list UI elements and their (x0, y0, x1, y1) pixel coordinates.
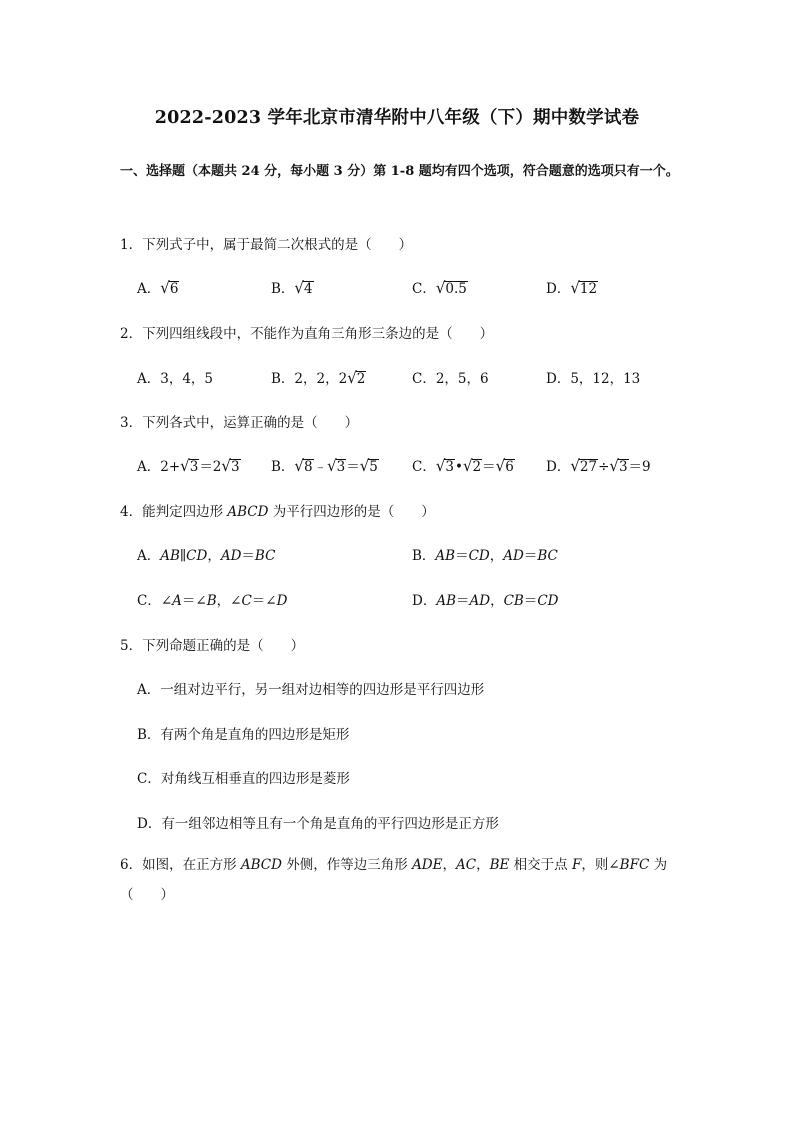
q3-d-div: ÷ (598, 459, 610, 475)
q4-d-s1: ＝ (456, 593, 470, 609)
q2-option-c[interactable]: C．2，5，6 (412, 371, 489, 387)
q2-option-d[interactable]: D．5，12，13 (546, 371, 641, 387)
question-3-stem: 3．下列各式中，运算正确的是（ ） (120, 415, 359, 431)
q3-b-minus: ﹣ (313, 459, 328, 475)
q4-a-t1: AB (160, 548, 180, 564)
q3-c-sqrt2: √2 (462, 456, 482, 476)
q4-a-label: A． (137, 548, 161, 564)
q1-d-sqrt: √12 (570, 278, 598, 298)
q3-c-prefix: C． (412, 459, 436, 475)
q4-d-s2: ， (490, 593, 504, 609)
question-2-stem: 2．下列四组线段中，不能作为直角三角形三条边的是（ ） (120, 326, 494, 342)
q6-v1: ABCD (240, 857, 282, 873)
q4-b-s3: ＝ (523, 548, 538, 564)
q2-option-b[interactable] (271, 367, 366, 387)
q1-b-sqrt: √4 (294, 278, 313, 298)
question-5-stem: 5．下列命题正确的是（ ） (120, 638, 305, 654)
q1-a-label: A． (137, 281, 161, 297)
q5-option-c[interactable]: C．对角线互相垂直的四边形是菱形 (137, 771, 350, 787)
question-1-stem: 1．下列式子中，属于最简二次根式的是（ ） (120, 237, 413, 253)
q3-a-prefix: A．2+ (137, 459, 181, 475)
q6-p7: 为（ ） (120, 857, 668, 903)
q5-option-d[interactable]: D．有一组邻边相等且有一个角是直角的平行四边形是正方形 (137, 816, 499, 832)
q4-b-label: B． (412, 548, 436, 564)
q4-a-s3: ＝ (241, 548, 255, 564)
q2-b-prefix: B．2，2，2 (271, 371, 348, 387)
q4-option-b[interactable] (412, 544, 558, 564)
q4-a-t2: CD (186, 548, 208, 564)
q4-c-t2: ∠B (195, 593, 217, 609)
q5-option-b[interactable]: B．有两个角是直角的四边形是矩形 (137, 727, 350, 743)
question-6-stem (120, 850, 680, 910)
q4-b-t3: AD (503, 548, 524, 564)
q4-stem-var: ABCD (227, 504, 269, 520)
q4-c-t3: ∠C (230, 593, 252, 609)
q4-d-t2: AD (469, 593, 491, 609)
q4-option-d[interactable] (412, 589, 558, 609)
q4-option-a[interactable] (137, 544, 275, 564)
q4-d-t3: CB (503, 593, 524, 609)
q6-p5: 相交于点 (509, 857, 572, 873)
q3-b-prefix: B． (271, 459, 295, 475)
q3-b-sqrt3: √5 (359, 456, 378, 476)
q6-p4: ， (476, 857, 490, 873)
q1-c-label: C． (412, 281, 436, 297)
section-heading: 一、选择题（本题共 24 分，每小题 3 分）第 1-8 题均有四个选项，符合题意的选项只有一个。 (120, 164, 679, 179)
q4-b-t2: CD (468, 548, 490, 564)
q4-c-label: C． (137, 593, 161, 609)
q4-c-t1: ∠A (160, 593, 182, 609)
q2-option-a[interactable]: A．3，4，5 (137, 371, 214, 387)
q3-d-sqrt1: √27 (570, 456, 598, 476)
page-title: 2022-2023 学年北京市清华附中八年级（下）期中数学试卷 (154, 108, 640, 128)
q4-a-s1: ∥ (179, 548, 187, 564)
q3-option-a[interactable] (137, 455, 241, 475)
q4-stem-prefix: 4．能判定四边形 (120, 504, 228, 520)
q6-p6: ，则 (581, 857, 609, 873)
q6-v3: AC (456, 857, 477, 873)
q3-a-mid: ＝2 (199, 459, 222, 475)
q4-stem-suffix: 为平行四边形的是（ ） (268, 504, 435, 520)
q3-b-sqrt2: √3 (327, 456, 346, 476)
q4-c-t4: ∠D (265, 593, 288, 609)
q4-a-s2: ， (207, 548, 221, 564)
q4-d-t4: CD (537, 593, 559, 609)
q1-option-b[interactable] (271, 277, 314, 297)
q1-option-a[interactable] (137, 277, 179, 297)
q3-c-eq: ＝ (482, 459, 496, 475)
q6-p2: 外侧，作等边三角形 (281, 857, 413, 873)
question-4-stem (120, 500, 435, 520)
q3-d-prefix: D． (546, 459, 571, 475)
q6-v2: ADE (412, 857, 443, 873)
q3-d-eq: ＝9 (628, 459, 651, 475)
q3-option-d[interactable] (546, 455, 651, 475)
q3-d-sqrt2: √3 (609, 456, 628, 476)
q3-b-eq: ＝ (346, 459, 360, 475)
q1-a-sqrt: √6 (160, 278, 179, 298)
q4-b-s2: ， (489, 548, 504, 564)
q6-v5: F (571, 857, 582, 873)
q3-option-c[interactable] (412, 455, 515, 475)
q4-c-s2: ， (216, 593, 231, 609)
q4-b-t1: AB (435, 548, 456, 564)
q3-a-sqrt2: √3 (221, 456, 240, 476)
q4-option-c[interactable] (137, 589, 287, 609)
q3-c-dot: • (455, 459, 463, 475)
q4-a-t4: BC (254, 548, 276, 564)
q3-c-sqrt3: √6 (495, 456, 514, 476)
q4-c-s1: ＝ (181, 593, 196, 609)
q4-a-t3: AD (220, 548, 242, 564)
q2-b-sqrt: √2 (347, 368, 366, 388)
q6-v6: ∠BFC (608, 857, 650, 873)
q6-p3: ， (442, 857, 456, 873)
q4-d-label: D． (412, 593, 437, 609)
q1-option-d[interactable] (546, 277, 598, 297)
q3-option-b[interactable] (271, 455, 379, 475)
q1-d-label: D． (546, 281, 571, 297)
q1-c-sqrt: √0.5 (435, 278, 467, 298)
q6-v4: BE (489, 857, 510, 873)
q1-option-c[interactable] (412, 277, 468, 297)
q4-b-s1: ＝ (455, 548, 469, 564)
q6-p1: 6．如图，在正方形 (120, 857, 241, 873)
q4-d-t1: AB (436, 593, 456, 609)
q1-b-label: B． (271, 281, 295, 297)
q3-b-sqrt1: √8 (294, 456, 313, 476)
q3-a-sqrt1: √3 (180, 456, 199, 476)
q5-option-a[interactable]: A．一组对边平行，另一组对边相等的四边形是平行四边形 (137, 682, 485, 698)
q4-b-t4: BC (537, 548, 558, 564)
q3-c-sqrt1: √3 (435, 456, 454, 476)
q4-c-s3: ＝ (251, 593, 266, 609)
q4-d-s3: ＝ (523, 593, 538, 609)
